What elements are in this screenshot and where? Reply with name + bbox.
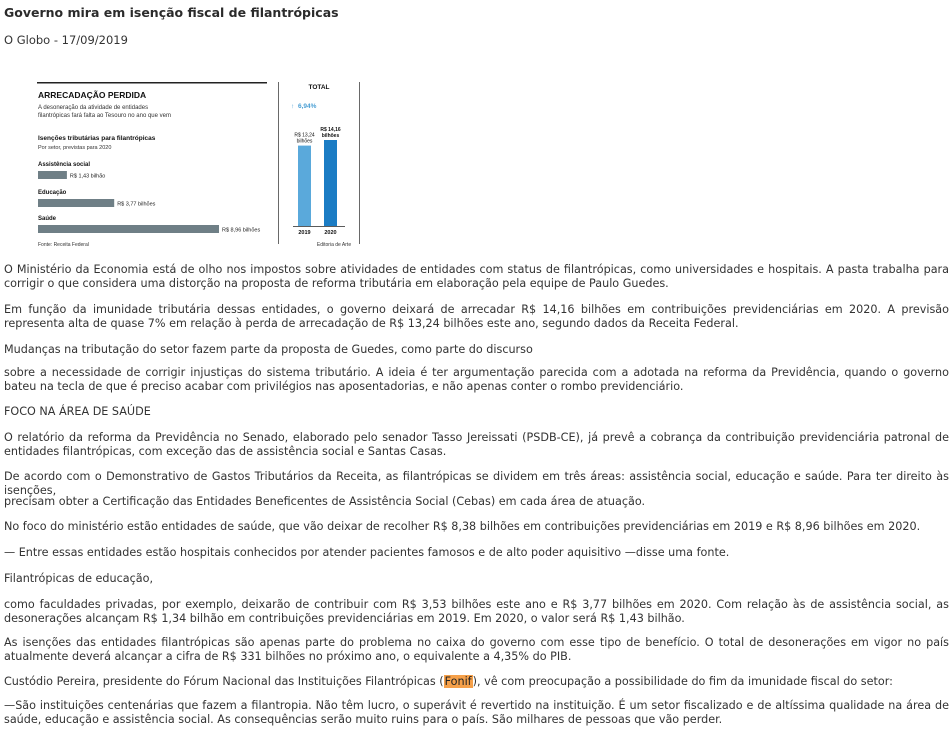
sector-value-label: R$ 3,77 bilhões [117, 201, 156, 208]
infographic-credit: Editoria de Arte [316, 242, 352, 248]
total-value-label: R$ 13,24 [294, 132, 315, 139]
total-year-label: 2019 [298, 230, 311, 236]
paragraph-8: precisam obter a Certificação das Entidades Beneficentes de Assistência Social (Cebas) em cada área de atuação. [4, 495, 646, 508]
sector-chart-subtitle: Por setor, previstas para 2020 [38, 145, 112, 151]
infographic-source: Fonte: Receita Federal [38, 242, 89, 248]
sector-category-label: Saúde [38, 216, 57, 222]
growth-annotation: 6,94% [298, 103, 317, 110]
sector-bar [38, 225, 219, 233]
paragraph-14-end: ), vê com preocupação a possibilidade do fim da imunidade fiscal do setor: [472, 675, 893, 688]
sector-category-label: Educação [38, 190, 67, 196]
paragraph-10: — Entre essas entidades estão hospitais conhecidos por atender pacientes famosos e de alto poder aquisitivo —disse uma fonte. [4, 546, 730, 559]
sector-category-label: Assistência social [38, 162, 91, 168]
total-chart-title: TOTAL [308, 84, 330, 91]
paragraph-15: —São instituições centenárias que fazem a filantropia. Não têm lucro, o superávit é revertido na instituição. É um setor fiscalizado e de altíssima qualidade na área de saúde, educação e assistência social. As consequências serão muito ruins para o país. São milhares de pessoas que vão perder. [4, 699, 949, 726]
sector-bars [38, 162, 260, 234]
paragraph-3: Mudanças na tributação do setor fazem parte da proposta de Guedes, como parte do discurso [4, 343, 533, 356]
infographic-divider [278, 82, 279, 244]
sector-value-label: R$ 8,96 bilhões [222, 227, 261, 234]
sector-bar [38, 199, 114, 207]
highlighted-term: Fonif [444, 675, 472, 688]
article-title: Governo mira em isenção fiscal de filantrópicas [4, 5, 339, 20]
total-value-label: R$ 14,16 [320, 127, 341, 133]
total-bar [298, 146, 311, 226]
growth-arrow-icon: ↑ [291, 103, 295, 110]
total-value-unit: bilhões [296, 138, 313, 145]
paragraph-6: O relatório da reforma da Previdência no Senado, elaborado pelo senador Tasso Jereissati (PSDB-CE), já prevê a cobrança da contribuição previdenciária patronal de entidades filantrópicas, com exceção das de assistência social e Santas Casas. [4, 431, 949, 458]
infographic [37, 78, 367, 253]
section-heading: FOCO NA ÁREA DE SAÚDE [4, 405, 151, 418]
paragraph-14-start: Custódio Pereira, presidente do Fórum Nacional das Instituições Filantrópicas ( [4, 675, 444, 688]
total-bars [293, 127, 345, 236]
sector-bar [38, 171, 67, 179]
paragraph-11: Filantrópicas de educação, [4, 572, 153, 585]
sector-value-label: R$ 1,43 bilhão [69, 173, 106, 180]
infographic-top-rule [37, 82, 267, 84]
infographic-subtitle-2: filantrópicas fará falta ao Tesouro no ano que vem [38, 113, 171, 119]
total-value-unit: bilhões [321, 133, 340, 139]
infographic-right-edge [359, 82, 360, 244]
total-bar [324, 140, 337, 226]
paragraph-9: No foco do ministério estão entidades de saúde, que vão deixar de recolher R$ 8,38 bilhões em contribuições previdenciárias em 2019 e R$ 8,96 bilhões em 2020. [4, 520, 921, 533]
paragraph-13: As isenções das entidades filantrópicas são apenas parte do problema no caixa do governo com esse tipo de benefício. O total de desonerações em vigor no país atualmente deverá alcançar a cifra de R$ 331 bilhões no próximo ano, o equivalente a 4,35% do PIB. [4, 636, 949, 663]
paragraph-4: sobre a necessidade de corrigir injustiças do sistema tributário. A ideia é ter argumentação parecida com a adotada na reforma da Previdência, quando o governo bateu na tecla de que é preciso acabar com privilégios nas aposentadorias, e não apenas conter o rombo previdenciário. [4, 366, 949, 393]
infographic-title: ARRECADAÇÃO PERDIDA [38, 90, 147, 100]
total-year-label: 2020 [324, 230, 337, 236]
paragraph-2: Em função da imunidade tributária dessas entidades, o governo deixará de arrecadar R$ 14,16 bilhões em contribuições previdenciárias em 2020. A previsão representa alta de quase 7% em relação à perda de arrecadação de R$ 13,24 bilhões este ano, segundo dados da Receita Federal. [4, 303, 949, 330]
total-baseline [293, 226, 345, 227]
infographic-subtitle-1: A desoneração da atividade de entidades [38, 105, 149, 111]
paragraph-12: como faculdades privadas, por exemplo, deixarão de contribuir com R$ 3,53 bilhões este ano e R$ 3,77 bilhões em 2020. Com relação às de assistência social, as desonerações alcançam R$ 1,34 bilhão em contribuições previdenciárias em 2019. Em 2020, o valor será R$ 1,43 bilhão. [4, 598, 949, 625]
article-source: O Globo - 17/09/2019 [4, 33, 128, 47]
sector-chart-title: Isenções tributárias para filantrópicas [38, 135, 156, 142]
paragraph-7: De acordo com o Demonstrativo de Gastos Tributários da Receita, as filantrópicas se dividem em três áreas: assistência social, educação e saúde. Para ter direito às isenções, [4, 470, 949, 497]
paragraph-14 [4, 675, 949, 689]
paragraph-1: O Ministério da Economia está de olho nos impostos sobre atividades de entidades com status de filantrópicas, como universidades e hospitais. A pasta trabalha para corrigir o que considera uma distorção na proposta de reforma tributária em elaboração pela equipe de Paulo Guedes. [4, 263, 949, 290]
